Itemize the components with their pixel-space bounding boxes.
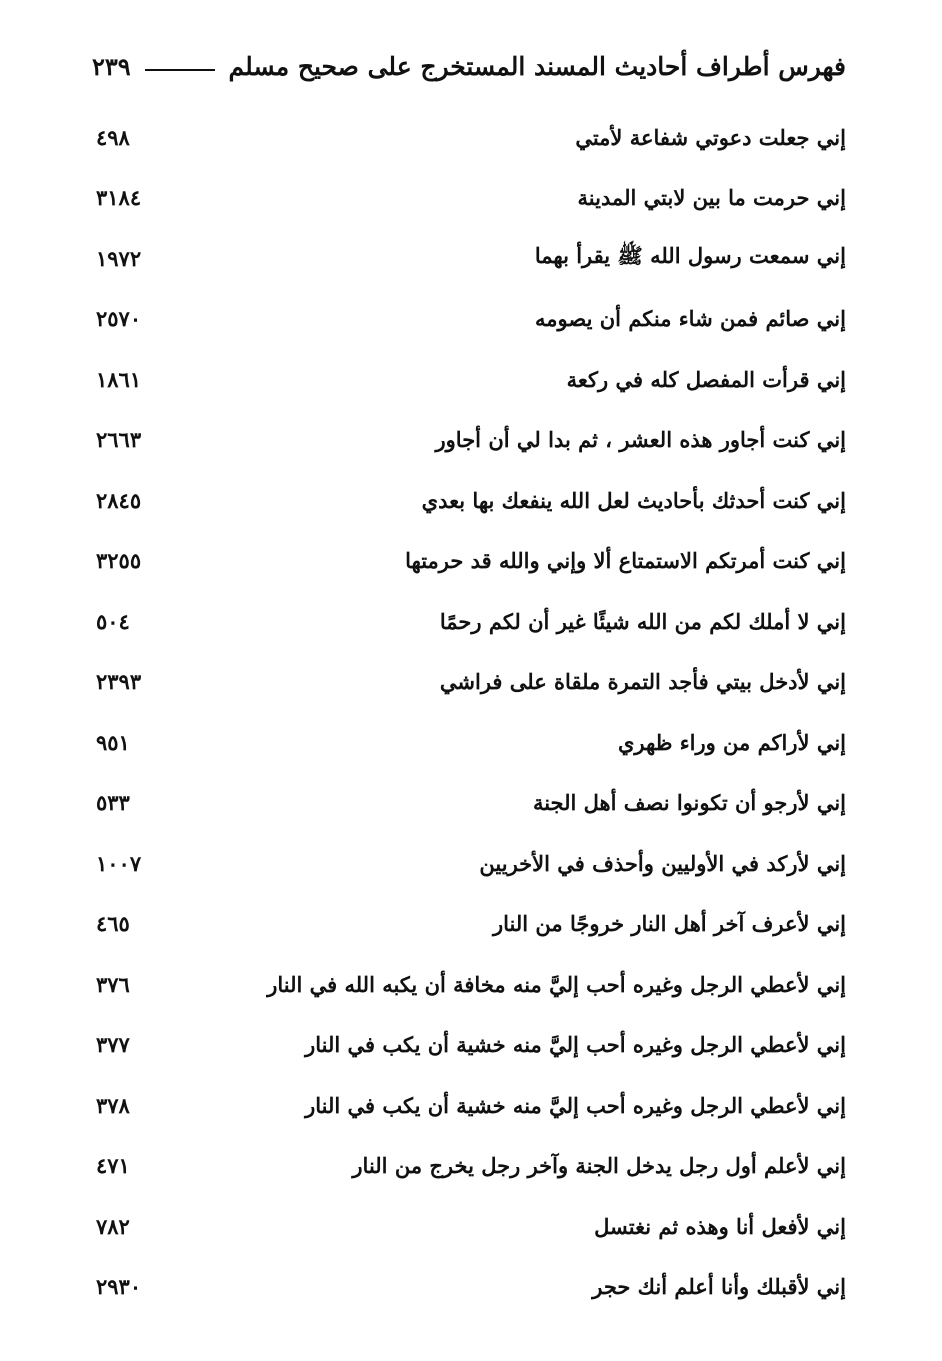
page-number: ٢٣٩ bbox=[92, 51, 131, 81]
entry-text: إني لأعرف آخر أهل النار خروجًا من النار bbox=[493, 911, 846, 937]
entry-number: ٣٧٨ bbox=[96, 1092, 130, 1118]
index-entry bbox=[96, 591, 846, 652]
index-entry bbox=[96, 1257, 846, 1318]
entry-text: إني لأعطي الرجل وغيره أحب إليَّ منه مخافة أن يكبه الله في النار bbox=[267, 971, 846, 997]
entry-number: ٣٧٧ bbox=[96, 1032, 130, 1058]
index-entry bbox=[96, 228, 846, 289]
index-entry bbox=[96, 1015, 846, 1076]
entry-number: ١٨٦١ bbox=[96, 366, 142, 392]
entry-text: إني حرمت ما بين لابتي المدينة bbox=[577, 185, 846, 211]
index-entry bbox=[96, 954, 846, 1015]
entry-text: إني سمعت رسول الله ﷺ يقرأ بهما bbox=[534, 242, 846, 268]
entry-text: إني صائم فمن شاء منكم أن يصومه bbox=[535, 306, 846, 332]
entry-number: ١٩٧٢ bbox=[96, 245, 142, 271]
entry-number: ٣٧٦ bbox=[96, 971, 130, 997]
entry-text: إني كنت أمرتكم الاستمتاع ألا وإني والله قد حرمتها bbox=[405, 548, 846, 574]
entry-text: إني لأقبلك وأنا أعلم أنك حجر bbox=[592, 1274, 846, 1300]
entry-number: ٢٥٧٠ bbox=[96, 306, 142, 332]
entry-number: ٤٩٨ bbox=[96, 124, 130, 150]
entry-number: ٣١٨٤ bbox=[96, 185, 142, 211]
entry-text: إني لأرجو أن تكونوا نصف أهل الجنة bbox=[532, 790, 846, 816]
entry-number: ٩٥١ bbox=[96, 729, 130, 755]
entry-text: إني لأراكم من وراء ظهري bbox=[618, 729, 846, 755]
entry-number: ٥٠٤ bbox=[96, 608, 130, 634]
index-entry bbox=[96, 1136, 846, 1197]
entry-number: ٣٢٥٥ bbox=[96, 548, 142, 574]
index-entry bbox=[96, 107, 846, 168]
hadith-index-list bbox=[96, 107, 846, 1317]
entry-number: ٢٩٣٠ bbox=[96, 1274, 142, 1300]
entry-text: إني لا أملك لكم من الله شيئًا غير أن لكم رحمًا bbox=[439, 608, 846, 634]
index-entry bbox=[96, 349, 846, 410]
entry-text: إني كنت أجاور هذه العشر ، ثم بدا لي أن أجاور bbox=[435, 427, 846, 453]
entry-text: إني قرأت المفصل كله في ركعة bbox=[566, 366, 846, 392]
entry-number: ٤٦٥ bbox=[96, 911, 130, 937]
entry-number: ٥٣٣ bbox=[96, 790, 130, 816]
index-entry bbox=[96, 470, 846, 531]
index-entry bbox=[96, 1075, 846, 1136]
index-entry bbox=[96, 531, 846, 592]
index-entry bbox=[96, 1196, 846, 1257]
index-entry bbox=[96, 410, 846, 471]
index-entry bbox=[96, 894, 846, 955]
entry-text: إني لأعطي الرجل وغيره أحب إليَّ منه خشية أن يكب في النار bbox=[305, 1032, 846, 1058]
entry-text: إني لأفعل أنا وهذه ثم نغتسل bbox=[594, 1213, 846, 1239]
index-entry bbox=[96, 289, 846, 350]
page-title: فهرس أطراف أحاديث المسند المستخرج على صحيح مسلم bbox=[228, 51, 846, 81]
index-entry bbox=[96, 712, 846, 773]
entry-text: إني لأعطي الرجل وغيره أحب إليَّ منه خشية أن يكب في النار bbox=[305, 1092, 846, 1118]
header-divider bbox=[145, 69, 215, 71]
entry-text: إني لأركد في الأوليين وأحذف في الأخريين bbox=[479, 850, 846, 876]
entry-text: إني لأدخل بيتي فأجد التمرة ملقاة على فراشي bbox=[439, 669, 846, 695]
entry-number: ٢٣٩٣ bbox=[96, 669, 142, 695]
index-entry bbox=[96, 833, 846, 894]
page-header bbox=[92, 44, 846, 88]
entry-number: ٧٨٢ bbox=[96, 1213, 130, 1239]
entry-number: ٤٧١ bbox=[96, 1153, 130, 1179]
index-entry bbox=[96, 773, 846, 834]
entry-number: ٢٨٤٥ bbox=[96, 487, 142, 513]
entry-text: إني لأعلم أول رجل يدخل الجنة وآخر رجل يخرج من النار bbox=[352, 1153, 846, 1179]
entry-text: إني جعلت دعوتي شفاعة لأمتي bbox=[575, 124, 846, 150]
index-entry bbox=[96, 652, 846, 713]
entry-text: إني كنت أحدثك بأحاديث لعل الله ينفعك بها بعدي bbox=[421, 487, 846, 513]
entry-number: ١٠٠٧ bbox=[96, 850, 142, 876]
index-entry bbox=[96, 168, 846, 229]
entry-number: ٢٦٦٣ bbox=[96, 427, 142, 453]
